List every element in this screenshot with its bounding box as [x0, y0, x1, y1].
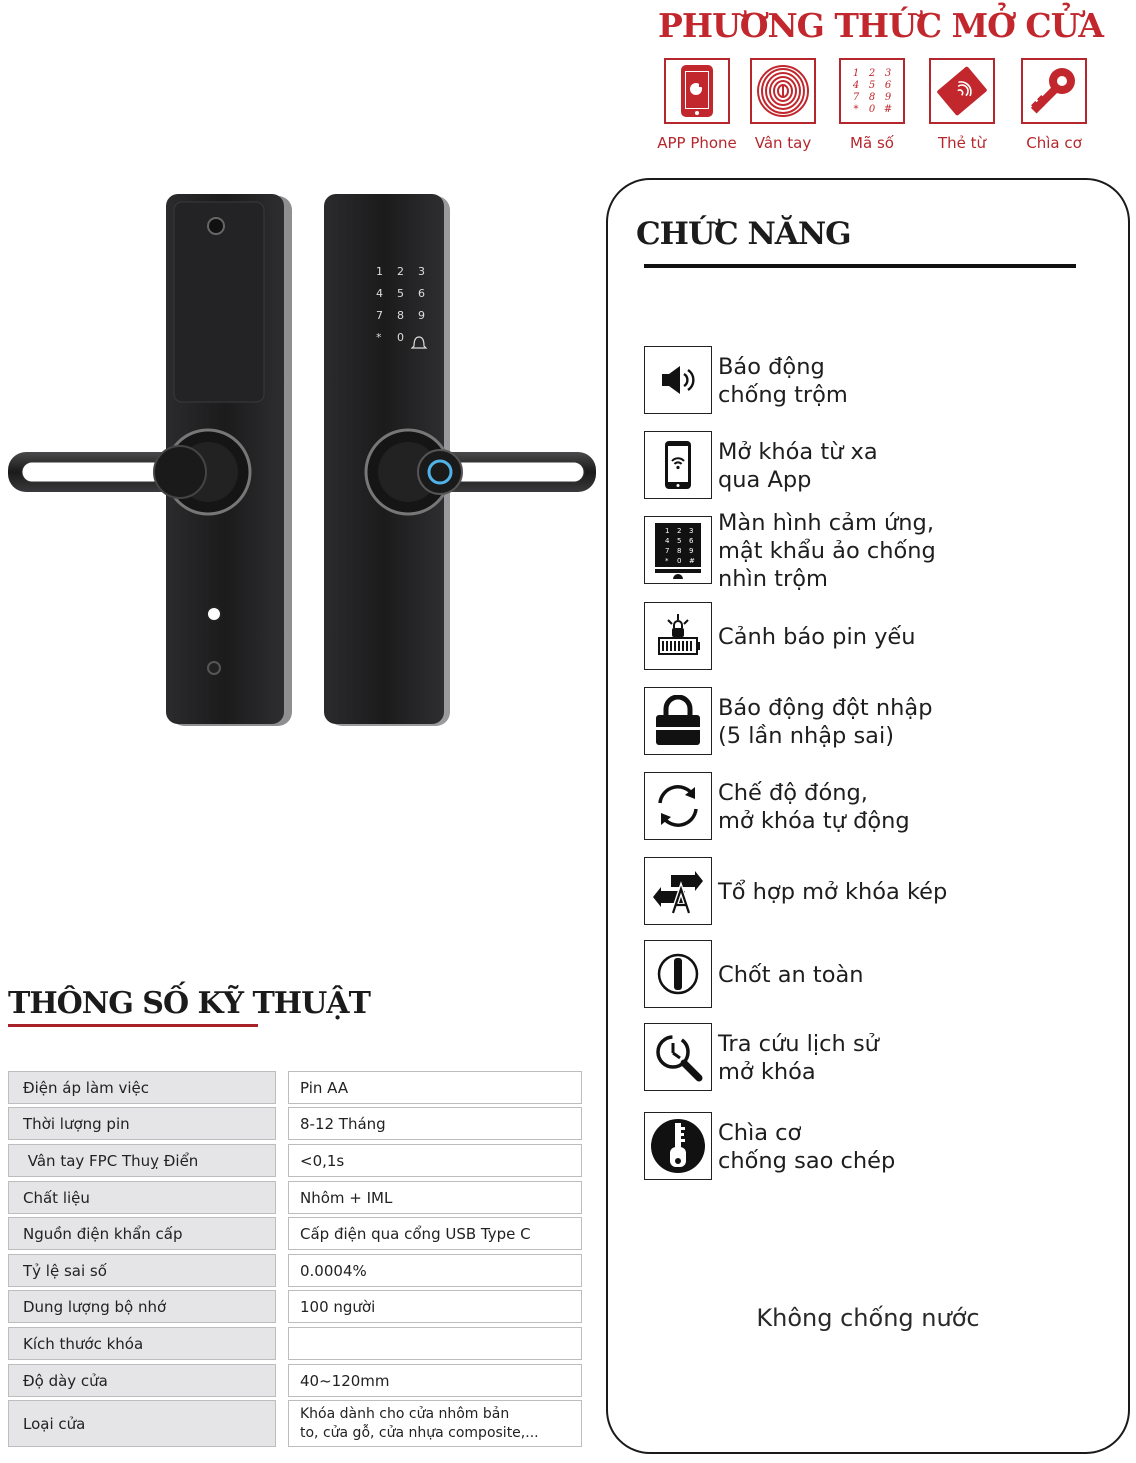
phone-wifi-icon	[644, 431, 712, 499]
padlock-icon	[644, 687, 712, 755]
spec-value	[288, 1327, 582, 1360]
feature-text: Chế độ đóng, mở khóa tự động	[718, 780, 910, 834]
lock-keypad-key: 8	[397, 309, 404, 322]
keypad-digit: 4	[852, 79, 860, 91]
spec-key: Loại cửa	[8, 1400, 276, 1447]
keypad-digit: 5	[868, 79, 876, 91]
low-battery-icon	[644, 602, 712, 670]
keypad-digit: 2	[868, 67, 876, 79]
feature-text: Mở khóa từ xa qua App	[718, 439, 878, 493]
touch-keypad-digit: 1	[665, 527, 670, 535]
features-title: CHỨC NĂNG	[636, 216, 851, 252]
feature-item	[644, 687, 1104, 757]
feature-text: Chìa cơ chống sao chép	[718, 1120, 896, 1174]
anti-copy-key-icon	[644, 1112, 712, 1180]
spec-row	[8, 1181, 582, 1214]
feature-text: Tổ hợp mở khóa kép	[718, 879, 948, 905]
spec-row	[8, 1071, 582, 1104]
lock-keypad-key: 6	[418, 287, 425, 300]
touch-keypad-digit: 9	[689, 547, 694, 555]
spec-key: Dung lượng bộ nhớ	[8, 1290, 276, 1323]
spec-row	[8, 1107, 582, 1140]
keypad-digit: 3	[884, 67, 892, 79]
method-keypad	[829, 58, 915, 152]
feature-item	[644, 772, 1104, 842]
lock-keypad-key: 0	[397, 331, 404, 344]
spec-row	[8, 1254, 582, 1287]
touch-keypad-digit: 0	[677, 557, 682, 565]
spec-value: Nhôm + IML	[288, 1181, 582, 1214]
methods-title: PHƯƠNG THỨC MỞ CỬA	[658, 6, 1104, 45]
feature-item	[644, 857, 1104, 927]
method-rfid-card	[919, 58, 1005, 152]
keypad-digit: 9	[884, 91, 892, 103]
method-key	[1011, 58, 1097, 152]
waterproof-note: Không chống nước	[756, 1304, 980, 1332]
keypad-digit: 1	[852, 67, 860, 79]
feature-item	[644, 431, 1104, 501]
spec-key: Chất liệu	[8, 1181, 276, 1214]
touch-keypad-digit: 8	[677, 547, 682, 555]
specs-title-underline	[8, 1024, 258, 1027]
lock-keypad-key: 5	[397, 287, 404, 300]
touch-keypad-icon	[644, 516, 712, 584]
history-search-icon	[644, 1023, 712, 1091]
fingerprint-icon	[750, 58, 816, 124]
spec-value: Cấp điện qua cổng USB Type C	[288, 1217, 582, 1250]
spec-key: Độ dày cửa	[8, 1364, 276, 1397]
lock-keypad-key: 7	[376, 309, 383, 322]
spec-value: Khóa dành cho cửa nhôm bản to, cửa gỗ, cửa nhựa composite,...	[288, 1400, 582, 1447]
feature-item	[644, 1023, 1104, 1093]
feature-item	[644, 510, 1104, 592]
spec-key: Vân tay FPC Thuỵ Điển	[8, 1144, 276, 1177]
lock-keypad-key: 4	[376, 287, 383, 300]
specs-title: THÔNG SỐ KỸ THUẬT	[8, 986, 370, 1021]
method-label: Thẻ từ	[937, 134, 987, 152]
spec-key: Kích thước khóa	[8, 1327, 276, 1360]
lock-keypad-key: 1	[376, 265, 383, 278]
touch-keypad-digit: #	[689, 557, 695, 565]
spec-row	[8, 1364, 582, 1397]
spec-value: 0.0004%	[288, 1254, 582, 1287]
method-app-phone	[652, 58, 742, 152]
feature-item	[644, 346, 1104, 416]
feature-text: Cảnh báo pin yếu	[718, 624, 916, 650]
method-fingerprint	[740, 58, 826, 152]
dual-unlock-icon	[644, 857, 712, 925]
auto-cycle-icon	[644, 772, 712, 840]
feature-text: Tra cứu lịch sử mở khóa	[718, 1031, 879, 1085]
method-label: Chìa cơ	[1026, 134, 1082, 152]
lock-keypad-key: 3	[418, 265, 425, 278]
phone-app-icon	[664, 58, 730, 124]
touch-keypad-digit: 3	[689, 527, 694, 535]
speaker-icon	[644, 346, 712, 414]
spec-row	[8, 1290, 582, 1323]
method-label: APP Phone	[657, 134, 737, 152]
feature-text: Báo động đột nhập (5 lần nhập sai)	[718, 695, 933, 749]
spec-value: Pin AA	[288, 1071, 582, 1104]
features-panel	[606, 178, 1130, 1454]
touch-keypad-digit: *	[665, 557, 669, 565]
feature-text: Màn hình cảm ứng, mật khẩu ảo chống nhìn trộm	[718, 510, 936, 592]
spec-value: 8-12 Tháng	[288, 1107, 582, 1140]
spec-row	[8, 1144, 582, 1177]
touch-keypad-digit: 5	[677, 537, 682, 545]
touch-keypad-digit: 6	[689, 537, 694, 545]
touch-keypad-digit: 4	[665, 537, 670, 545]
feature-text: Chốt an toàn	[718, 962, 864, 988]
touch-keypad-digit: 2	[677, 527, 682, 535]
keypad-digit: 6	[884, 79, 892, 91]
lock-keypad-key: *	[376, 331, 382, 344]
keypad-digit: 0	[868, 103, 876, 115]
spec-value: 40~120mm	[288, 1364, 582, 1397]
features-title-rule	[644, 264, 1076, 268]
feature-item	[644, 1112, 1104, 1182]
keypad-icon	[839, 58, 905, 124]
method-label: Mã số	[850, 134, 894, 152]
spec-value: <0,1s	[288, 1144, 582, 1177]
product-image	[0, 190, 600, 730]
spec-row	[8, 1217, 582, 1250]
touch-keypad-digit: 7	[665, 547, 670, 555]
spec-key: Nguồn điện khẩn cấp	[8, 1217, 276, 1250]
spec-row	[8, 1327, 582, 1360]
keypad-digit: *	[853, 103, 859, 115]
spec-row	[8, 1400, 582, 1447]
method-label: Vân tay	[754, 134, 812, 152]
key-icon	[1021, 58, 1087, 124]
spec-key: Tỷ lệ sai số	[8, 1254, 276, 1287]
keypad-digit: 7	[852, 91, 860, 103]
spec-key: Điện áp làm việc	[8, 1071, 276, 1104]
rfid-card-icon	[929, 58, 995, 124]
safety-latch-icon	[644, 940, 712, 1008]
feature-item	[644, 602, 1104, 672]
spec-key: Thời lượng pin	[8, 1107, 276, 1140]
keypad-digit: #	[883, 103, 893, 115]
keypad-digit: 8	[868, 91, 876, 103]
spec-value: 100 người	[288, 1290, 582, 1323]
lock-keypad-key: 9	[418, 309, 425, 322]
lock-keypad-key: 2	[397, 265, 404, 278]
feature-text: Báo động chống trộm	[718, 354, 848, 408]
feature-item	[644, 940, 1104, 1010]
